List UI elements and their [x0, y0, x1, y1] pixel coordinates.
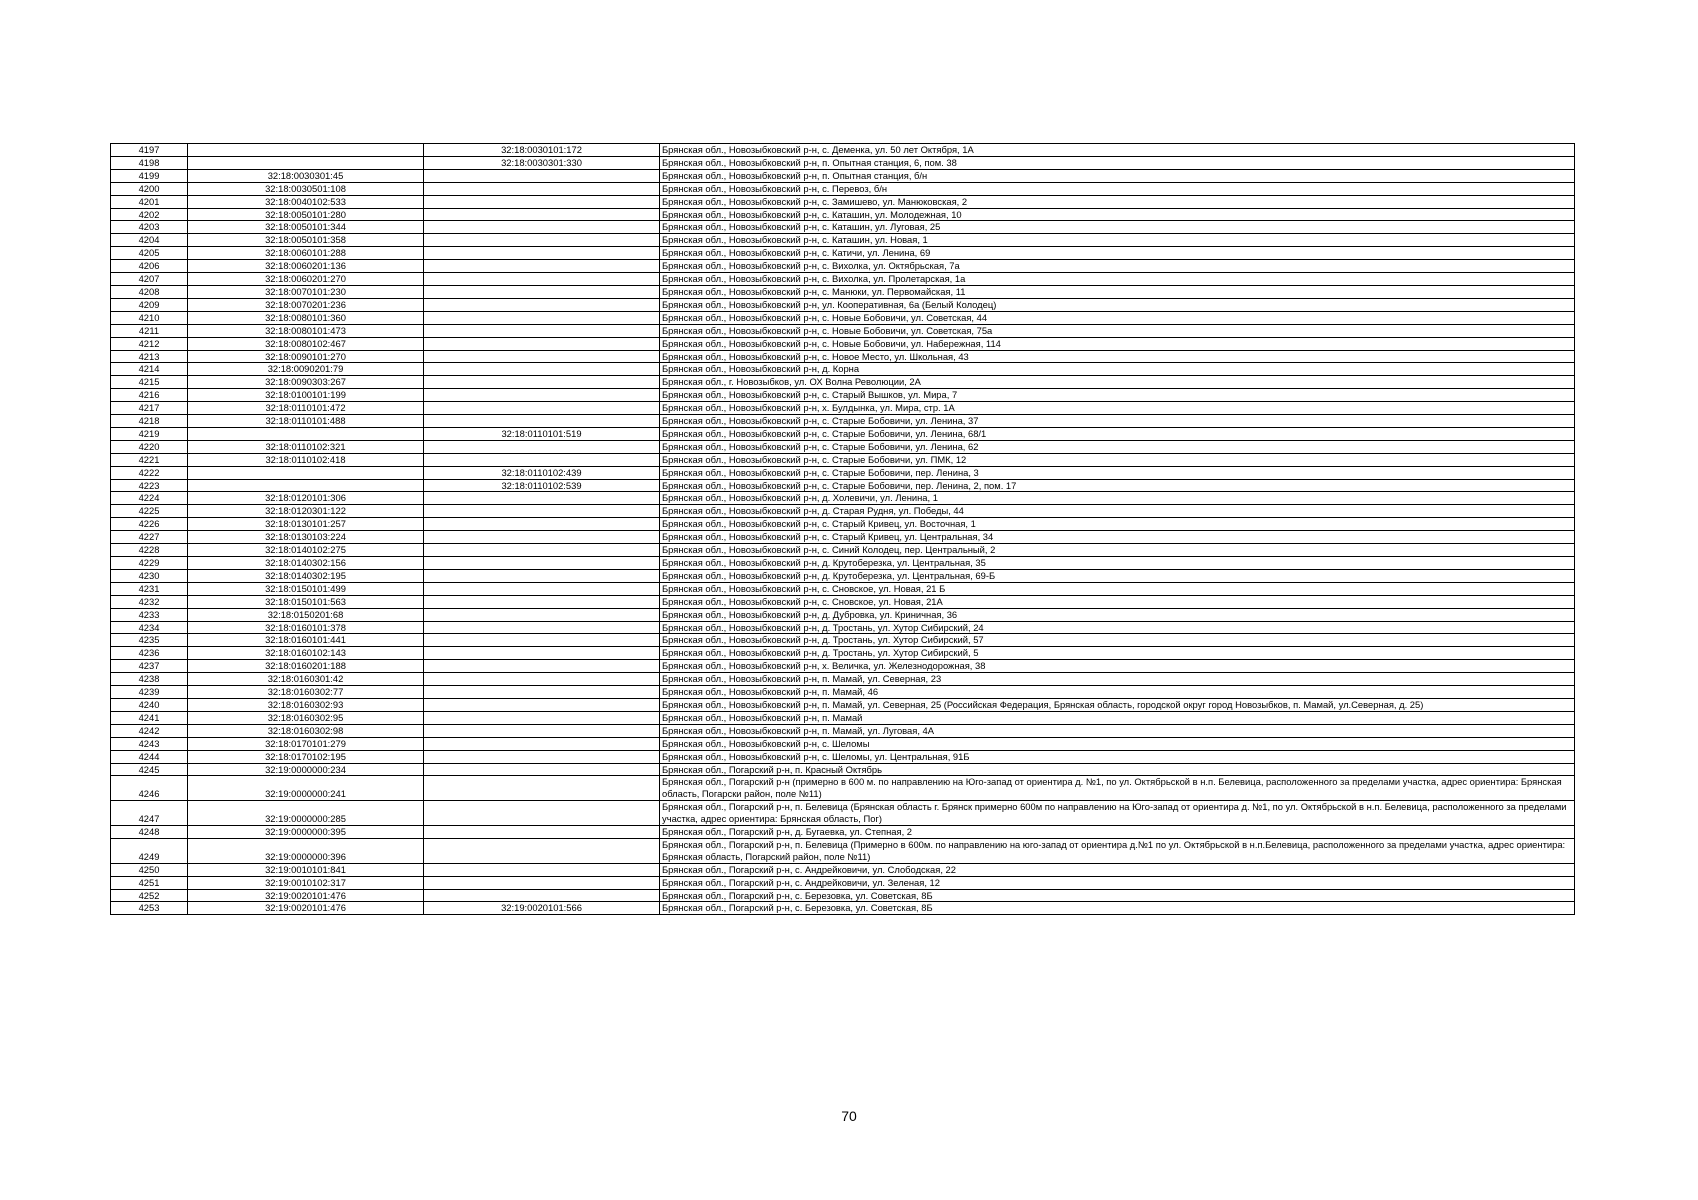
address-cell: Брянская обл., Новозыбковский р-н, д. Тростань, ул. Хутор Сибирский, 57 — [660, 634, 1575, 647]
table-row — [111, 737, 1575, 750]
cadastral-number-cell — [188, 144, 424, 157]
cadastral-number-cell: 32:19:0010102:317 — [188, 876, 424, 889]
table-row — [111, 801, 1575, 826]
row-number-cell: 4234 — [111, 621, 188, 634]
table-row — [111, 415, 1575, 428]
cadastral-number-cell: 32:18:0110101:472 — [188, 402, 424, 415]
cadastral-number-building-cell — [424, 531, 660, 544]
cadastral-number-building-cell — [424, 737, 660, 750]
row-number-cell: 4201 — [111, 195, 188, 208]
row-number-cell: 4204 — [111, 234, 188, 247]
cadastral-number-cell: 32:19:0020101:476 — [188, 902, 424, 915]
table-row — [111, 156, 1575, 169]
cadastral-number-cell: 32:18:0140302:156 — [188, 557, 424, 570]
cadastral-number-cell: 32:18:0160102:143 — [188, 647, 424, 660]
cadastral-number-cell: 32:18:0080101:473 — [188, 324, 424, 337]
row-number-cell: 4209 — [111, 298, 188, 311]
cadastral-number-cell: 32:18:0160101:441 — [188, 634, 424, 647]
address-cell: Брянская обл., Новозыбковский р-н, с. Вихолка, ул. Пролетарская, 1а — [660, 273, 1575, 286]
row-number-cell: 4213 — [111, 350, 188, 363]
cadastral-number-cell: 32:18:0090101:270 — [188, 350, 424, 363]
address-cell: Брянская обл., Новозыбковский р-н, д. Холевичи, ул. Ленина, 1 — [660, 492, 1575, 505]
address-cell: Брянская обл., Новозыбковский р-н, с. Старый Кривец, ул. Центральная, 34 — [660, 531, 1575, 544]
address-cell: Брянская обл., Новозыбковский р-н, с. Новые Бобовичи, ул. Советская, 44 — [660, 311, 1575, 324]
cadastral-number-cell: 32:18:0170101:279 — [188, 737, 424, 750]
cadastral-number-cell: 32:18:0160301:42 — [188, 673, 424, 686]
address-cell: Брянская обл., Новозыбковский р-н, с. Старые Бобовичи, пер. Ленина, 3 — [660, 466, 1575, 479]
cadastral-number-building-cell: 32:18:0110102:539 — [424, 479, 660, 492]
address-cell: Брянская обл., Новозыбковский р-н, п. Мамай, ул. Северная, 23 — [660, 673, 1575, 686]
row-number-cell: 4247 — [111, 801, 188, 826]
cadastral-number-building-cell — [424, 557, 660, 570]
table-row — [111, 711, 1575, 724]
cadastral-number-building-cell — [424, 711, 660, 724]
cadastral-number-cell: 32:18:0170102:195 — [188, 750, 424, 763]
table-row — [111, 221, 1575, 234]
cadastral-number-building-cell — [424, 273, 660, 286]
row-number-cell: 4239 — [111, 686, 188, 699]
cadastral-number-cell: 32:18:0070101:230 — [188, 285, 424, 298]
cadastral-number-building-cell: 32:18:0110102:439 — [424, 466, 660, 479]
table-row — [111, 608, 1575, 621]
cadastral-number-cell: 32:18:0060201:270 — [188, 273, 424, 286]
table-row — [111, 876, 1575, 889]
row-number-cell: 4253 — [111, 902, 188, 915]
address-cell: Брянская обл., Новозыбковский р-н, с. Сновское, ул. Новая, 21А — [660, 595, 1575, 608]
row-number-cell: 4231 — [111, 582, 188, 595]
address-cell: Брянская обл., Новозыбковский р-н, п. Опытная станция, б/н — [660, 169, 1575, 182]
cadastral-number-building-cell — [424, 776, 660, 801]
cadastral-number-building-cell: 32:18:0030301:330 — [424, 156, 660, 169]
cadastral-number-building-cell — [424, 169, 660, 182]
table-row — [111, 673, 1575, 686]
cadastral-number-building-cell — [424, 673, 660, 686]
address-cell: Брянская обл., Новозыбковский р-н, п. Мамай, ул. Луговая, 4А — [660, 724, 1575, 737]
cadastral-number-building-cell — [424, 544, 660, 557]
row-number-cell: 4203 — [111, 221, 188, 234]
cadastral-number-cell: 32:18:0050101:280 — [188, 208, 424, 221]
row-number-cell: 4208 — [111, 285, 188, 298]
cadastral-number-cell: 32:18:0110102:418 — [188, 453, 424, 466]
address-cell: Брянская обл., Новозыбковский р-н, с. Катичи, ул. Ленина, 69 — [660, 247, 1575, 260]
table-row — [111, 634, 1575, 647]
table-row — [111, 557, 1575, 570]
table-row — [111, 621, 1575, 634]
address-cell: Брянская обл., Новозыбковский р-н, д. Тростань, ул. Хутор Сибирский, 24 — [660, 621, 1575, 634]
address-cell: Брянская обл., Погарский р-н, п. Белевица (Примерно в 600м. по направлению на юго-запад от ориентира д.№1 по ул. Октябрьской в н.п.Белевица, расположенного за пределами участка, адрес ориентира: Брянская область, Погарский район, поле №11) — [660, 838, 1575, 863]
address-cell: Брянская обл., Новозыбковский р-н, д. Дубровка, ул. Криничная, 36 — [660, 608, 1575, 621]
cadastral-number-cell: 32:19:0000000:395 — [188, 826, 424, 839]
address-cell: Брянская обл., г. Новозыбков, ул. ОХ Волна Революции, 2А — [660, 376, 1575, 389]
row-number-cell: 4220 — [111, 440, 188, 453]
cadastral-number-cell: 32:18:0140302:195 — [188, 569, 424, 582]
table-row — [111, 208, 1575, 221]
row-number-cell: 4252 — [111, 889, 188, 902]
address-cell: Брянская обл., Новозыбковский р-н, с. Деменка, ул. 50 лет Октября, 1А — [660, 144, 1575, 157]
table-row — [111, 889, 1575, 902]
table-row — [111, 595, 1575, 608]
cadastral-number-building-cell — [424, 337, 660, 350]
table-row — [111, 376, 1575, 389]
cadastral-number-building-cell — [424, 518, 660, 531]
cadastral-number-building-cell — [424, 724, 660, 737]
cadastral-number-building-cell — [424, 324, 660, 337]
cadastral-number-building-cell — [424, 234, 660, 247]
cadastral-number-building-cell — [424, 698, 660, 711]
row-number-cell: 4215 — [111, 376, 188, 389]
address-cell: Брянская обл., Погарский р-н, д. Бугаевка, ул. Степная, 2 — [660, 826, 1575, 839]
table-row — [111, 427, 1575, 440]
table-row — [111, 182, 1575, 195]
cadastral-number-cell: 32:18:0090201:79 — [188, 363, 424, 376]
cadastral-number-building-cell — [424, 260, 660, 273]
cadastral-number-building-cell — [424, 505, 660, 518]
cadastral-number-building-cell — [424, 247, 660, 260]
cadastral-number-building-cell — [424, 634, 660, 647]
table-row — [111, 531, 1575, 544]
address-cell: Брянская обл., Новозыбковский р-н, с. Новые Бобовичи, ул. Советская, 75а — [660, 324, 1575, 337]
cadastral-number-building-cell — [424, 208, 660, 221]
cadastral-number-cell: 32:19:0000000:396 — [188, 838, 424, 863]
address-cell: Брянская обл., Погарский р-н, п. Белевица (Брянская область г. Брянск примерно 600м по направлению на Юго-запад от ориентира д. №1, по ул. Октябрьской в н.п. Белевица, расположенного за пределами участка, адрес ориентира: Брянская область, Пог) — [660, 801, 1575, 826]
table-row — [111, 544, 1575, 557]
cadastral-number-cell: 32:18:0050101:344 — [188, 221, 424, 234]
table-row — [111, 169, 1575, 182]
cadastral-number-building-cell — [424, 686, 660, 699]
table-row — [111, 724, 1575, 737]
cadastral-number-building-cell — [424, 801, 660, 826]
cadastral-number-building-cell — [424, 350, 660, 363]
address-cell: Брянская обл., Погарский р-н (примерно в 600 м. по направлению на Юго-запад от ориентира д. №1, по ул. Октябрьской в н.п. Белевица, расположенного за пределами участка, адрес ориентира: Брянская область, Погарски район, поле №11) — [660, 776, 1575, 801]
table-row — [111, 389, 1575, 402]
table-row — [111, 492, 1575, 505]
cadastral-number-cell: 32:18:0040102:533 — [188, 195, 424, 208]
address-cell: Брянская обл., Погарский р-н, с. Андрейковичи, ул. Слободская, 22 — [660, 863, 1575, 876]
cadastral-number-cell: 32:18:0160201:188 — [188, 660, 424, 673]
cadastral-number-cell — [188, 427, 424, 440]
cadastral-number-building-cell: 32:18:0110101:519 — [424, 427, 660, 440]
cadastral-number-building-cell: 32:19:0020101:566 — [424, 902, 660, 915]
row-number-cell: 4222 — [111, 466, 188, 479]
address-cell: Брянская обл., Новозыбковский р-н, с. Старые Бобовичи, ул. Ленина, 37 — [660, 415, 1575, 428]
address-cell: Брянская обл., Новозыбковский р-н, ул. Кооперативная, 6а (Белый Колодец) — [660, 298, 1575, 311]
table-row — [111, 311, 1575, 324]
cadastral-number-cell: 32:18:0140102:275 — [188, 544, 424, 557]
cadastral-number-building-cell — [424, 363, 660, 376]
table-row — [111, 863, 1575, 876]
address-cell: Брянская обл., Погарский р-н, с. Андрейковичи, ул. Зеленая, 12 — [660, 876, 1575, 889]
row-number-cell: 4200 — [111, 182, 188, 195]
row-number-cell: 4249 — [111, 838, 188, 863]
row-number-cell: 4236 — [111, 647, 188, 660]
table-row — [111, 698, 1575, 711]
cadastral-number-cell: 32:18:0090303:267 — [188, 376, 424, 389]
row-number-cell: 4235 — [111, 634, 188, 647]
cadastral-number-cell: 32:18:0030301:45 — [188, 169, 424, 182]
table-row — [111, 750, 1575, 763]
address-cell: Брянская обл., Новозыбковский р-н, с. Синий Колодец, пер. Центральный, 2 — [660, 544, 1575, 557]
cadastral-number-cell: 32:18:0130101:257 — [188, 518, 424, 531]
address-cell: Брянская обл., Погарский р-н, с. Березовка, ул. Советская, 8Б — [660, 889, 1575, 902]
cadastral-number-cell: 32:18:0110102:321 — [188, 440, 424, 453]
address-cell: Брянская обл., Новозыбковский р-н, с. Новые Бобовичи, ул. Набережная, 114 — [660, 337, 1575, 350]
address-cell: Брянская обл., Новозыбковский р-н, с. Каташин, ул. Луговая, 25 — [660, 221, 1575, 234]
table-row — [111, 350, 1575, 363]
row-number-cell: 4223 — [111, 479, 188, 492]
table-row — [111, 902, 1575, 915]
table-row — [111, 247, 1575, 260]
table-row — [111, 569, 1575, 582]
row-number-cell: 4218 — [111, 415, 188, 428]
table-row — [111, 505, 1575, 518]
address-cell: Брянская обл., Новозыбковский р-н, п. Мамай, 46 — [660, 686, 1575, 699]
address-cell: Брянская обл., Новозыбковский р-н, с. Старые Бобовичи, пер. Ленина, 2, пом. 17 — [660, 479, 1575, 492]
address-cell: Брянская обл., Новозыбковский р-н, с. Старый Вышков, ул. Мира, 7 — [660, 389, 1575, 402]
cadastral-number-building-cell — [424, 440, 660, 453]
address-cell: Брянская обл., Новозыбковский р-н, д. Крутоберезка, ул. Центральная, 35 — [660, 557, 1575, 570]
table-row — [111, 838, 1575, 863]
row-number-cell: 4244 — [111, 750, 188, 763]
table-row — [111, 363, 1575, 376]
registry-table-body — [111, 144, 1575, 915]
row-number-cell: 4221 — [111, 453, 188, 466]
address-cell: Брянская обл., Новозыбковский р-н, с. Замишево, ул. Манюковская, 2 — [660, 195, 1575, 208]
cadastral-number-cell: 32:18:0050101:358 — [188, 234, 424, 247]
address-cell: Брянская обл., Новозыбковский р-н, с. Вихолка, ул. Октябрьская, 7а — [660, 260, 1575, 273]
table-row — [111, 776, 1575, 801]
address-cell: Брянская обл., Новозыбковский р-н, с. Шеломы, ул. Центральная, 91Б — [660, 750, 1575, 763]
address-cell: Брянская обл., Новозыбковский р-н, д. Корна — [660, 363, 1575, 376]
address-cell: Брянская обл., Новозыбковский р-н, х. Булдынка, ул. Мира, стр. 1А — [660, 402, 1575, 415]
row-number-cell: 4217 — [111, 402, 188, 415]
cadastral-number-building-cell — [424, 750, 660, 763]
row-number-cell: 4238 — [111, 673, 188, 686]
address-cell: Брянская обл., Новозыбковский р-н, с. Новое Место, ул. Школьная, 43 — [660, 350, 1575, 363]
row-number-cell: 4237 — [111, 660, 188, 673]
cadastral-number-cell: 32:18:0030501:108 — [188, 182, 424, 195]
cadastral-number-building-cell — [424, 376, 660, 389]
cadastral-number-building-cell — [424, 763, 660, 776]
cadastral-number-cell: 32:18:0160302:93 — [188, 698, 424, 711]
row-number-cell: 4224 — [111, 492, 188, 505]
cadastral-number-cell: 32:18:0110101:488 — [188, 415, 424, 428]
table-row — [111, 234, 1575, 247]
cadastral-number-building-cell — [424, 492, 660, 505]
cadastral-number-building-cell — [424, 660, 660, 673]
table-row — [111, 195, 1575, 208]
row-number-cell: 4198 — [111, 156, 188, 169]
address-cell: Брянская обл., Новозыбковский р-н, с. Манюки, ул. Первомайская, 11 — [660, 285, 1575, 298]
cadastral-number-cell: 32:19:0000000:241 — [188, 776, 424, 801]
cadastral-number-building-cell — [424, 838, 660, 863]
cadastral-number-building-cell — [424, 621, 660, 634]
table-row — [111, 763, 1575, 776]
table-row — [111, 324, 1575, 337]
cadastral-number-cell — [188, 466, 424, 479]
cadastral-number-cell: 32:19:0000000:285 — [188, 801, 424, 826]
cadastral-number-building-cell — [424, 195, 660, 208]
cadastral-number-cell: 32:18:0120301:122 — [188, 505, 424, 518]
row-number-cell: 4227 — [111, 531, 188, 544]
cadastral-number-building-cell — [424, 298, 660, 311]
table-row — [111, 826, 1575, 839]
row-number-cell: 4248 — [111, 826, 188, 839]
cadastral-number-building-cell — [424, 647, 660, 660]
row-number-cell: 4214 — [111, 363, 188, 376]
address-cell: Брянская обл., Погарский р-н, с. Березовка, ул. Советская, 8Б — [660, 902, 1575, 915]
cadastral-number-building-cell — [424, 415, 660, 428]
cadastral-number-cell: 32:18:0160302:77 — [188, 686, 424, 699]
address-cell: Брянская обл., Новозыбковский р-н, д. Крутоберезка, ул. Центральная, 69-Б — [660, 569, 1575, 582]
cadastral-number-building-cell — [424, 285, 660, 298]
row-number-cell: 4241 — [111, 711, 188, 724]
table-row — [111, 337, 1575, 350]
cadastral-number-cell: 32:18:0100101:199 — [188, 389, 424, 402]
address-cell: Брянская обл., Новозыбковский р-н, п. Опытная станция, 6, пом. 38 — [660, 156, 1575, 169]
cadastral-number-building-cell — [424, 221, 660, 234]
cadastral-number-cell: 32:18:0160302:98 — [188, 724, 424, 737]
table-row — [111, 582, 1575, 595]
cadastral-number-building-cell — [424, 402, 660, 415]
address-cell: Брянская обл., Новозыбковский р-н, п. Мамай — [660, 711, 1575, 724]
table-row — [111, 285, 1575, 298]
row-number-cell: 4202 — [111, 208, 188, 221]
table-row — [111, 453, 1575, 466]
row-number-cell: 4228 — [111, 544, 188, 557]
table-row — [111, 298, 1575, 311]
row-number-cell: 4246 — [111, 776, 188, 801]
table-row — [111, 479, 1575, 492]
table-row — [111, 260, 1575, 273]
cadastral-number-cell: 32:18:0160302:95 — [188, 711, 424, 724]
cadastral-number-building-cell — [424, 582, 660, 595]
cadastral-number-building-cell — [424, 389, 660, 402]
cadastral-number-building-cell — [424, 863, 660, 876]
row-number-cell: 4205 — [111, 247, 188, 260]
address-cell: Брянская обл., Новозыбковский р-н, с. Старые Бобовичи, ул. ПМК, 12 — [660, 453, 1575, 466]
table-row — [111, 402, 1575, 415]
row-number-cell: 4225 — [111, 505, 188, 518]
registry-table — [110, 143, 1575, 915]
cadastral-number-cell: 32:18:0070201:236 — [188, 298, 424, 311]
address-cell: Брянская обл., Погарский р-н, п. Красный Октябрь — [660, 763, 1575, 776]
row-number-cell: 4226 — [111, 518, 188, 531]
row-number-cell: 4206 — [111, 260, 188, 273]
cadastral-number-cell: 32:18:0060101:288 — [188, 247, 424, 260]
address-cell: Брянская обл., Новозыбковский р-н, с. Шеломы — [660, 737, 1575, 750]
address-cell: Брянская обл., Новозыбковский р-н, с. Старый Кривец, ул. Восточная, 1 — [660, 518, 1575, 531]
address-cell: Брянская обл., Новозыбковский р-н, д. Тростань, ул. Хутор Сибирский, 5 — [660, 647, 1575, 660]
cadastral-number-cell: 32:18:0130103:224 — [188, 531, 424, 544]
row-number-cell: 4197 — [111, 144, 188, 157]
cadastral-number-cell: 32:18:0150101:499 — [188, 582, 424, 595]
cadastral-number-cell: 32:18:0160101:378 — [188, 621, 424, 634]
cadastral-number-cell: 32:18:0080101:360 — [188, 311, 424, 324]
cadastral-number-cell: 32:18:0080102:467 — [188, 337, 424, 350]
row-number-cell: 4212 — [111, 337, 188, 350]
address-cell: Брянская обл., Новозыбковский р-н, п. Мамай, ул. Северная, 25 (Российская Федерация, Брянская область, городской округ город Новозыбков, п. Мамай, ул.Северная, д. 25) — [660, 698, 1575, 711]
cadastral-number-building-cell: 32:18:0030101:172 — [424, 144, 660, 157]
row-number-cell: 4245 — [111, 763, 188, 776]
cadastral-number-building-cell — [424, 595, 660, 608]
table-row — [111, 660, 1575, 673]
row-number-cell: 4207 — [111, 273, 188, 286]
cadastral-number-cell — [188, 479, 424, 492]
cadastral-number-building-cell — [424, 311, 660, 324]
row-number-cell: 4251 — [111, 876, 188, 889]
cadastral-number-building-cell — [424, 569, 660, 582]
row-number-cell: 4232 — [111, 595, 188, 608]
row-number-cell: 4243 — [111, 737, 188, 750]
row-number-cell: 4242 — [111, 724, 188, 737]
cadastral-number-cell: 32:19:0000000:234 — [188, 763, 424, 776]
address-cell: Брянская обл., Новозыбковский р-н, с. Сновское, ул. Новая, 21 Б — [660, 582, 1575, 595]
cadastral-number-building-cell — [424, 608, 660, 621]
address-cell: Брянская обл., Новозыбковский р-н, д. Старая Рудня, ул. Победы, 44 — [660, 505, 1575, 518]
row-number-cell: 4210 — [111, 311, 188, 324]
table-row — [111, 440, 1575, 453]
row-number-cell: 4233 — [111, 608, 188, 621]
cadastral-number-building-cell — [424, 876, 660, 889]
table-row — [111, 466, 1575, 479]
cadastral-number-cell: 32:19:0010101:841 — [188, 863, 424, 876]
cadastral-number-building-cell — [424, 453, 660, 466]
row-number-cell: 4216 — [111, 389, 188, 402]
address-cell: Брянская обл., Новозыбковский р-н, с. Каташин, ул. Молодежная, 10 — [660, 208, 1575, 221]
page-number: 70 — [841, 1108, 857, 1124]
cadastral-number-cell: 32:18:0060201:136 — [188, 260, 424, 273]
table-row — [111, 647, 1575, 660]
row-number-cell: 4229 — [111, 557, 188, 570]
cadastral-number-cell: 32:19:0020101:476 — [188, 889, 424, 902]
cadastral-number-cell — [188, 156, 424, 169]
row-number-cell: 4230 — [111, 569, 188, 582]
cadastral-number-building-cell — [424, 889, 660, 902]
cadastral-number-cell: 32:18:0150201:68 — [188, 608, 424, 621]
address-cell: Брянская обл., Новозыбковский р-н, с. Перевоз, б/н — [660, 182, 1575, 195]
row-number-cell: 4219 — [111, 427, 188, 440]
cadastral-number-building-cell — [424, 182, 660, 195]
cadastral-number-building-cell — [424, 826, 660, 839]
row-number-cell: 4240 — [111, 698, 188, 711]
row-number-cell: 4199 — [111, 169, 188, 182]
address-cell: Брянская обл., Новозыбковский р-н, с. Старые Бобовичи, ул. Ленина, 68/1 — [660, 427, 1575, 440]
table-row — [111, 518, 1575, 531]
table-row — [111, 686, 1575, 699]
cadastral-number-cell: 32:18:0120101:306 — [188, 492, 424, 505]
cadastral-number-cell: 32:18:0150101:563 — [188, 595, 424, 608]
row-number-cell: 4250 — [111, 863, 188, 876]
address-cell: Брянская обл., Новозыбковский р-н, с. Старые Бобовичи, ул. Ленина, 62 — [660, 440, 1575, 453]
table-row — [111, 144, 1575, 157]
row-number-cell: 4211 — [111, 324, 188, 337]
address-cell: Брянская обл., Новозыбковский р-н, х. Величка, ул. Железнодорожная, 38 — [660, 660, 1575, 673]
address-cell: Брянская обл., Новозыбковский р-н, с. Каташин, ул. Новая, 1 — [660, 234, 1575, 247]
table-row — [111, 273, 1575, 286]
